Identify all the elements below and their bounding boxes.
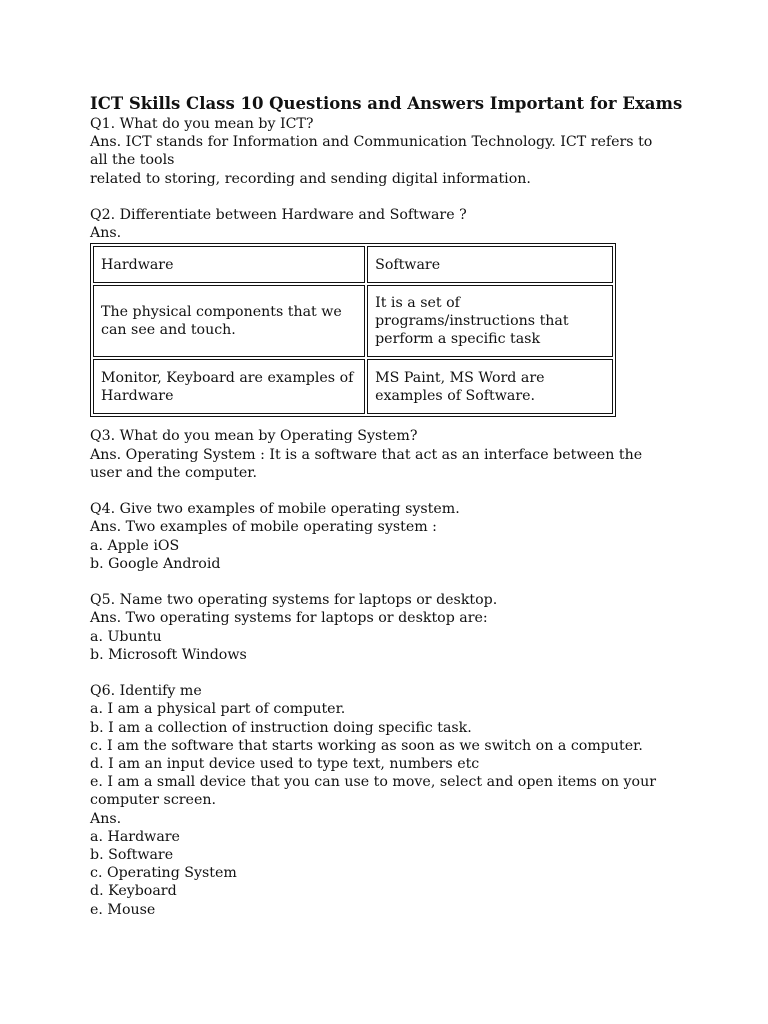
q6-answer-item: e. Mouse bbox=[90, 901, 156, 918]
q6-answer-item: b. Software bbox=[90, 847, 174, 864]
q5-question: Q5. Name two operating systems for laptops or desktop. bbox=[90, 592, 498, 609]
q1-answer-line: related to storing, recording and sending digital information. bbox=[90, 170, 531, 187]
q2-question: Q2. Differentiate between Hardware and Software ? bbox=[90, 207, 467, 223]
spacer bbox=[90, 573, 690, 591]
q6-answer-label: Ans. bbox=[90, 810, 122, 827]
table-header-cell: Hardware bbox=[93, 246, 365, 283]
q6-prompt: a. I am a physical part of computer. bbox=[90, 701, 346, 718]
spacer bbox=[90, 664, 690, 682]
q4-question: Q4. Give two examples of mobile operating system. bbox=[90, 501, 460, 518]
q5-answer-item: a. Ubuntu bbox=[90, 628, 162, 645]
q4-answer-line: Ans. Two examples of mobile operating system : bbox=[90, 519, 437, 536]
table-cell: The physical components that we can see and touch. bbox=[93, 285, 365, 357]
table-cell: MS Paint, MS Word are examples of Software. bbox=[367, 359, 613, 414]
q6-answer-item: c. Operating System bbox=[90, 865, 237, 882]
q6-answer-item: a. Hardware bbox=[90, 828, 180, 845]
q6-prompt: e. I am a small device that you can use to move, select and open items on your bbox=[90, 774, 657, 791]
q3-answer-line: Ans. Operating System : It is a software that act as an interface between the bbox=[90, 446, 643, 463]
table-header-cell: Software bbox=[367, 246, 613, 283]
q3-answer-line: user and the computer. bbox=[90, 464, 258, 481]
q2-answer-label: Ans. bbox=[90, 225, 122, 242]
table-row bbox=[93, 359, 613, 414]
q6-answer-item: d. Keyboard bbox=[90, 883, 177, 900]
q1-answer-line: Ans. ICT stands for Information and Communication Technology. ICT refers to bbox=[90, 134, 653, 151]
table-cell: It is a set of programs/instructions that perform a specific task bbox=[367, 285, 613, 357]
table-cell: Monitor, Keyboard are examples of Hardware bbox=[93, 359, 365, 414]
q6-prompt: c. I am the software that starts working as soon as we switch on a computer. bbox=[90, 737, 643, 754]
q6-prompt: computer screen. bbox=[90, 792, 216, 809]
q4-answer-item: a. Apple iOS bbox=[90, 537, 180, 554]
q5-answer-line: Ans. Two operating systems for laptops or desktop are: bbox=[90, 610, 488, 627]
q6-question: Q6. Identify me bbox=[90, 683, 202, 700]
hardware-software-table bbox=[90, 243, 616, 417]
q6-prompt: d. I am an input device used to type text, numbers etc bbox=[90, 756, 480, 773]
table-row bbox=[93, 285, 613, 357]
q3-question: Q3. What do you mean by Operating System? bbox=[90, 428, 418, 445]
document-page bbox=[90, 93, 690, 919]
q1-question: Q1. What do you mean by ICT? bbox=[90, 116, 314, 132]
q1-answer-line: all the tools bbox=[90, 152, 175, 169]
table-header-row bbox=[93, 246, 613, 283]
q4-answer-item: b. Google Android bbox=[90, 555, 221, 572]
q5-answer-item: b. Microsoft Windows bbox=[90, 646, 247, 663]
q6-prompt: b. I am a collection of instruction doing specific task. bbox=[90, 719, 472, 736]
document-title: ICT Skills Class 10 Questions and Answers Important for Exams bbox=[90, 94, 683, 113]
spacer bbox=[90, 482, 690, 500]
spacer bbox=[90, 188, 690, 206]
